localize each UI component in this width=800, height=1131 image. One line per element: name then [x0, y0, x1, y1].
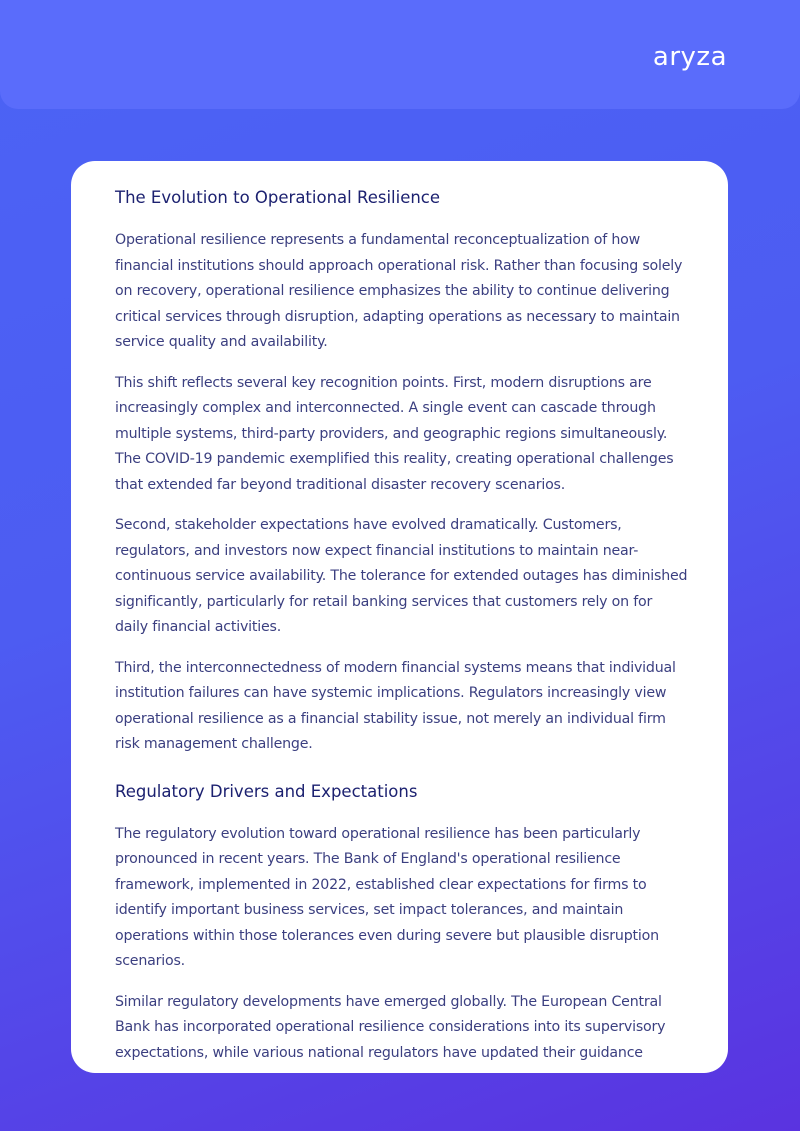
paragraph: Third, the interconnectedness of modern financial systems means that individual institution failures can have systemic implications. Regulators increasingly view operational resilience as a financial stability issue, not merely an individual firm risk management challenge.: [115, 659, 676, 752]
paragraph: Similar regulatory developments have emerged globally. The European Central Bank has incorporated operational resilience considerations into its supervisory expectations, while various national regulators have updated their guidance: [115, 993, 666, 1061]
section-heading: The Evolution to Operational Resilience: [115, 188, 441, 207]
content-card: [71, 161, 728, 1073]
section-heading: Regulatory Drivers and Expectations: [115, 781, 418, 801]
paragraph: Second, stakeholder expectations have evolved dramatically. Customers, regulators, and investors now expect financial institutions to maintain near-continuous service availability. The tolerance for extended outages has diminished significantly, particularly for retail banking services that customers rely on for daily financial activities.: [115, 517, 688, 635]
paragraph: This shift reflects several key recognition points. First, modern disruptions are increasingly complex and interconnected. A single event can cascade through multiple systems, third-party providers, and geographic regions simultaneously. The COVID-19 pandemic exemplified this reality, creating operational challenges that extended far beyond traditional disaster recovery scenarios.: [115, 374, 674, 493]
paragraph: The regulatory evolution toward operational resilience has been particularly pronounced in recent years. The Bank of England's operational resilience framework, implemented in 2022, established clear expectations for firms to identify important business services, set impact tolerances, and maintain operations within those tolerances even during severe but plausible disruption scenarios.: [115, 825, 659, 969]
aryza-logo: aryza: [652, 42, 727, 72]
paragraph: Operational resilience represents a fundamental reconceptualization of how financial institutions should approach operational risk. Rather than focusing solely on recovery, operational resilience emphasizes the ability to continue delivering critical services through disruption, adapting operations as necessary to maintain service quality and availability.: [115, 232, 683, 350]
header-band: [0, 0, 800, 109]
